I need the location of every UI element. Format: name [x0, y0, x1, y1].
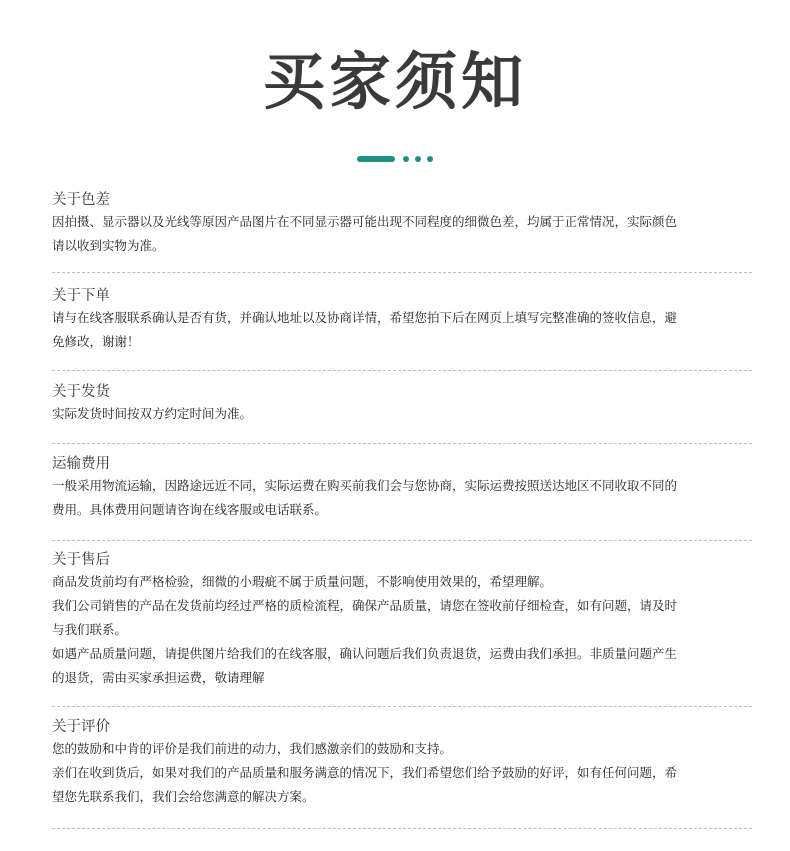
section-text-line: 与我们联系。 [52, 622, 128, 637]
dashed-divider [52, 272, 752, 273]
section-title: 关于下单 [52, 288, 110, 304]
section-title: 运输费用 [52, 456, 110, 472]
section-reviews [52, 717, 752, 809]
decoration-dot [427, 156, 433, 162]
section-text-line: 亲们在收到货后，如果对我们的产品质量和服务满意的情况下，我们希望您们给予鼓励的好评，如有任何问题，希 [52, 765, 678, 780]
section-color-difference [52, 190, 752, 258]
decoration-bar [357, 156, 395, 162]
section-text-line: 的退货，需由买家承担运费，敬请理解 [52, 670, 265, 685]
section-ordering [52, 286, 752, 354]
decoration-dot [415, 156, 421, 162]
dashed-divider [52, 443, 752, 444]
section-after-sales [52, 550, 752, 690]
section-text-line: 免修改，谢谢！ [52, 334, 140, 349]
section-text-line: 实际发货时间按双方约定时间为准。 [52, 406, 253, 421]
section-text-line: 如遇产品质量问题，请提供图片给我们的在线客服，确认问题后我们负责退货，运费由我们承担。非质量问题产生 [52, 646, 678, 661]
section-text-line: 请与在线客服联系确认是否有货，并确认地址以及协商详情，希望您拍下后在网页上填写完整准确的签收信息，避 [52, 310, 678, 325]
section-title: 关于色差 [52, 192, 110, 208]
dashed-divider [52, 370, 752, 371]
section-text-line: 因拍摄、显示器以及光线等原因产品图片在不同显示器可能出现不同程度的细微色差，均属于正常情况，实际颜色 [52, 214, 678, 229]
section-title: 关于发货 [52, 384, 110, 400]
section-text-line: 一般采用物流运输，因路途远近不同，实际运费在购买前我们会与您协商，实际运费按照送达地区不同收取不同的 [52, 478, 678, 493]
dashed-divider [52, 706, 752, 707]
section-text-line: 望您先联系我们，我们会给您满意的解决方案。 [52, 789, 315, 804]
section-title: 关于评价 [52, 719, 110, 735]
section-text-line: 您的鼓励和中肯的评价是我们前进的动力，我们感激亲们的鼓励和支持。 [52, 741, 453, 756]
title-decoration [357, 155, 433, 163]
section-shipping [52, 382, 752, 426]
dashed-divider [52, 540, 752, 541]
section-title: 关于售后 [52, 552, 110, 568]
page-title: 买家须知 [262, 45, 527, 118]
section-text-line: 费用。具体费用问题请咨询在线客服或电话联系。 [52, 502, 328, 517]
decoration-dot [403, 156, 409, 162]
section-text-line: 我们公司销售的产品在发货前均经过严格的质检流程，确保产品质量，请您在签收前仔细检查，如有问题，请及时 [52, 598, 678, 613]
section-text-line: 商品发货前均有严格检验，细微的小瑕疵不属于质量问题，不影响使用效果的，希望理解。 [52, 574, 553, 589]
dashed-divider [52, 828, 752, 829]
section-transport-fee [52, 454, 752, 522]
section-text-line: 请以收到实物为准。 [52, 238, 165, 253]
